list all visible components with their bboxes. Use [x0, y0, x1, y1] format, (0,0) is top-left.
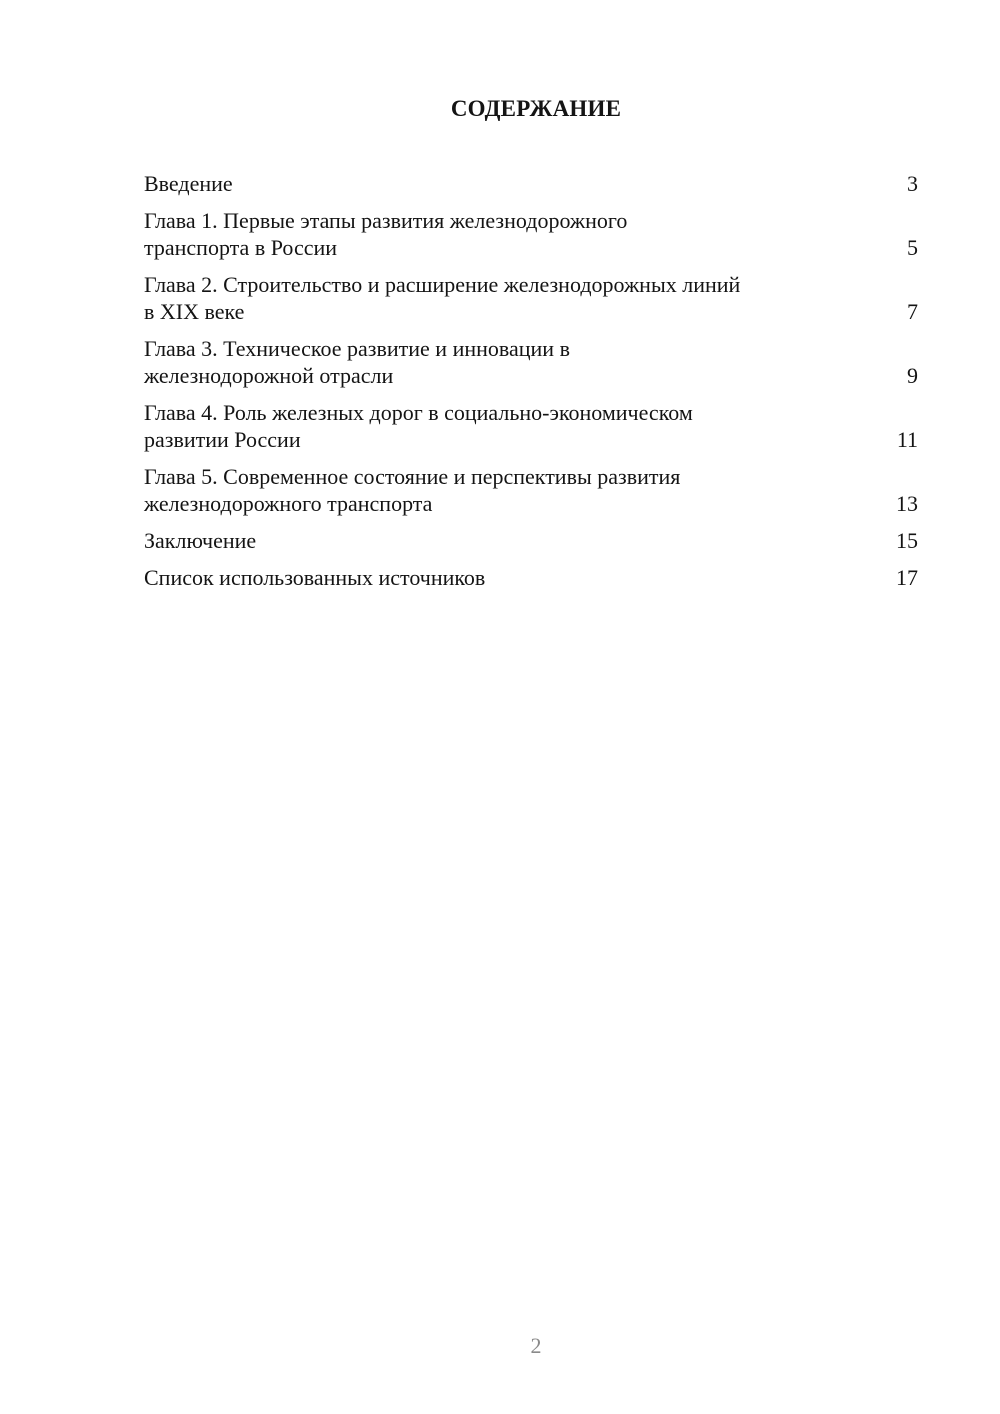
toc-entry-page-number: 13: [896, 491, 918, 516]
toc-entry-label: [144, 170, 907, 197]
toc-entry-page-number: 15: [896, 528, 918, 553]
toc-entry-line: Заключение: [144, 528, 257, 553]
toc-entry-line: железнодорожной отрасли: [144, 363, 394, 388]
page-title: СОДЕРЖАНИЕ: [450, 96, 622, 121]
toc-entry-page-number: 11: [896, 427, 918, 452]
toc-entry-page-number: 5: [907, 235, 918, 260]
toc-entry-page-number: 9: [907, 363, 918, 388]
toc-entry-page-number: 17: [896, 565, 918, 590]
toc-entry-line: Глава 3. Техническое развитие и инновации в: [144, 336, 570, 361]
toc-entry-introduction: [144, 170, 918, 197]
toc-entry-page-number: 3: [907, 171, 918, 196]
toc-entry-line: Глава 5. Современное состояние и перспективы развития: [144, 464, 681, 489]
toc-entry-references: [144, 564, 918, 591]
toc-entry-label: [144, 463, 896, 517]
toc-entry-chapter-5: [144, 463, 918, 517]
toc-entry-label: [144, 564, 896, 591]
toc-entry-line: железнодорожного транспорта: [144, 491, 433, 516]
toc-entry-chapter-4: [144, 399, 918, 453]
toc-entry-label: [144, 335, 907, 389]
toc-entry-label: [144, 399, 897, 453]
toc-entry-page-number: 7: [907, 299, 918, 324]
toc-entry-chapter-3: [144, 335, 918, 389]
page-number: 2: [530, 1333, 542, 1358]
table-of-contents: [144, 170, 918, 601]
toc-entry-label: [144, 271, 907, 325]
toc-entry-line: Введение: [144, 171, 233, 196]
toc-entry-chapter-2: [144, 271, 918, 325]
toc-entry-chapter-1: [144, 207, 918, 261]
toc-entry-conclusion: [144, 527, 918, 554]
toc-entry-label: [144, 527, 896, 554]
toc-entry-line: Глава 4. Роль железных дорог в социально-экономическом: [144, 400, 693, 425]
toc-entry-line: в XIX веке: [144, 299, 245, 324]
toc-entry-line: Список использованных источников: [144, 565, 486, 590]
toc-entry-line: развитии России: [144, 427, 301, 452]
toc-entry-line: Глава 2. Строительство и расширение железнодорожных линий: [144, 272, 741, 297]
toc-entry-label: [144, 207, 907, 261]
toc-entry-line: транспорта в России: [144, 235, 338, 260]
toc-entry-line: Глава 1. Первые этапы развития железнодорожного: [144, 208, 628, 233]
